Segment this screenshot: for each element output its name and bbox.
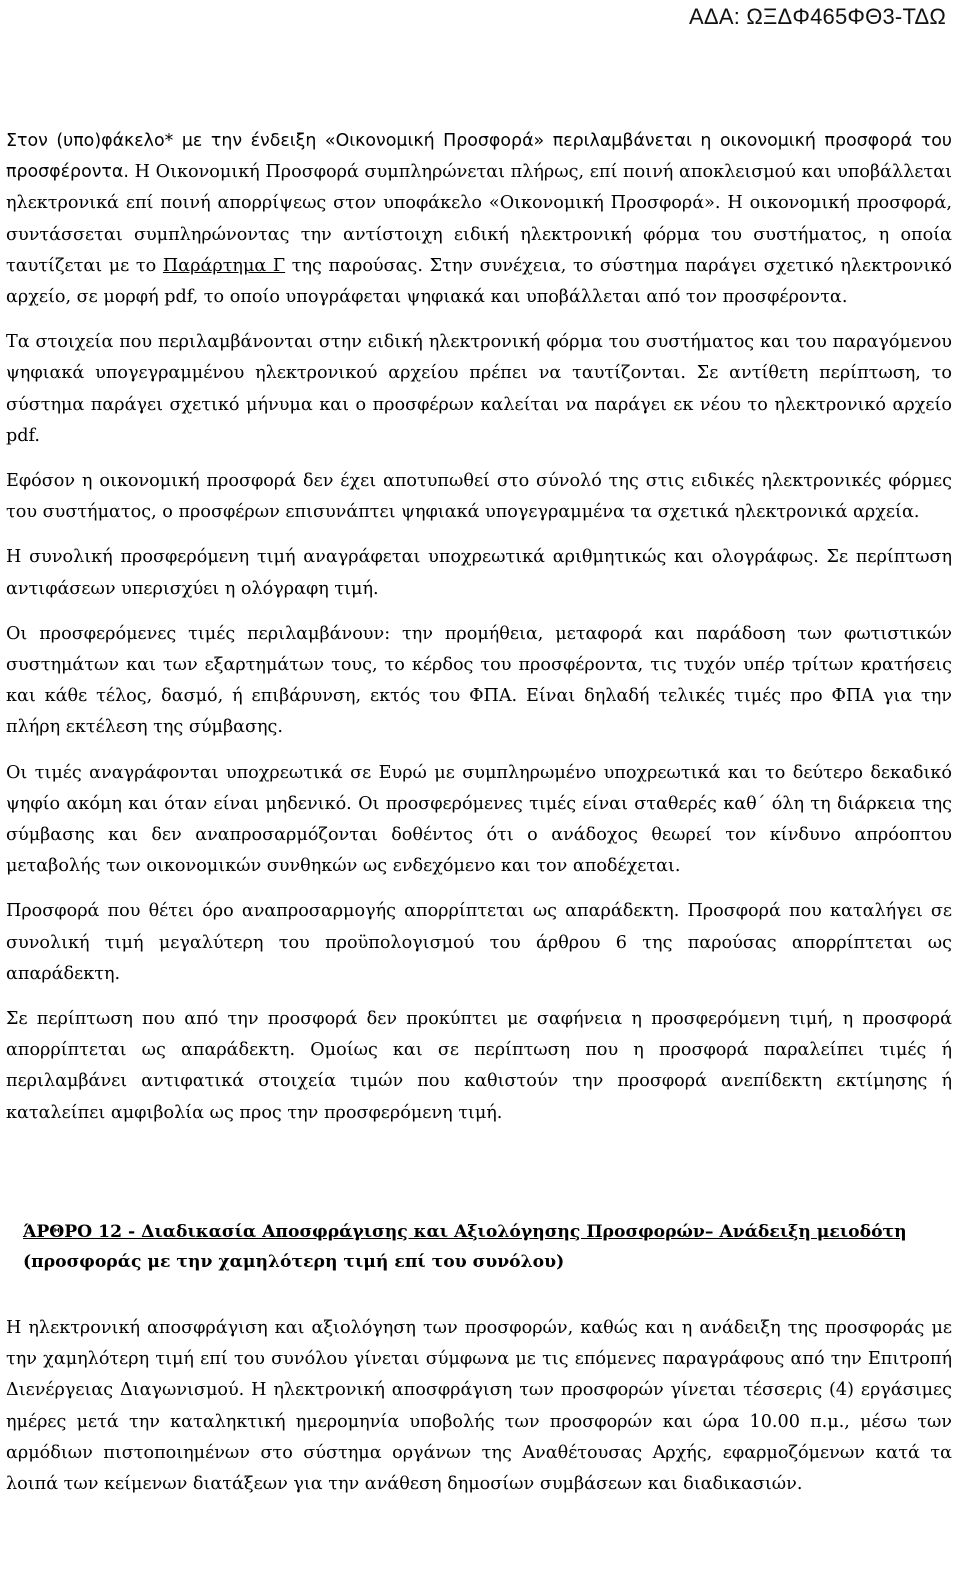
paragraph-total-price: Η συνολική προσφερόμενη τιμή αναγράφεται υποχρεωτικά αριθμητικώς και ολογράφως. Σε περίπτωση αντιφάσεων υπερισχύει η ολόγραφη τιμή.	[6, 547, 952, 599]
article-12-heading	[23, 1217, 907, 1277]
paragraph-euro-prices: Οι τιμές αναγράφονται υποχρεωτικά σε Ευρώ με συμπληρωμένο υποχρεωτικά και το δεύτερο δεκαδικό ψηφίο ακόμη και όταν είναι μηδενικό. Οι προσφερόμενες τιμές είναι σταθερές καθ΄ όλη τη διάρκεια της σύμβασης και δεν αναπροσαρμόζονται δοθέντος ότι ο ανάδοχος θεωρεί τον κίνδυνο απρόοπτου μεταβολής των οικονομικών συνθηκών ως ενδεχόμενο και τον αποδέχεται.	[6, 762, 952, 877]
paragraph-sans-lead: Στον (υπο)φάκελο* με την ένδειξη «Οικονομική Προσφορά» περιλαμβάνεται η οικονομική προσφορά του προσφέροντα.	[6, 131, 952, 183]
paragraph-serif-tail: της παρούσας. Στην συνέχεια, το σύστημα παράγει σχετικό ηλεκτρονικό αρχείο, σε μορφή pdf, το οποίο υπογράφεται ψηφιακά και υποβάλλεται από τον προσφέροντα.	[6, 255, 952, 308]
document-body	[6, 126, 952, 1514]
article-12-subtitle: (προσφοράς με την χαμηλότερη τιμή επί του συνόλου)	[23, 1251, 565, 1272]
paragraph-serif-body: Η Οικονομική Προσφορά συμπληρώνεται πλήρως, επί ποινή αποκλεισμού και υποβάλλεται ηλεκτρονικά επί ποινή απορρίψεως στον υποφάκελο «Οικονομική Προσφορά». Η οικονομική προσφορά, συντάσσεται συμπληρώνοντας την αντίστοιχη ειδική ηλεκτρονική φόρμα του συστήματος, η οποία ταυτίζεται με το	[6, 162, 952, 276]
ada-code: ΑΔΑ: ΩΞΔΦ465ΦΘ3-ΤΔΩ	[689, 4, 946, 29]
paragraph-price-inclusions: Οι προσφερόμενες τιμές περιλαμβάνουν: την προμήθεια, μεταφορά και παράδοση των φωτιστικών συστημάτων και των εξαρτημάτων τους, το κέρδος του προσφέροντα, τις τυχόν υπέρ τρίτων κρατήσεις και κάθε τέλος, δασμό, ή επιβάρυνση, εκτός του ΦΠΑ. Είναι δηλαδή τελικές τιμές προ ΦΠΑ για την πλήρη εκτέλεση της σύμβασης.	[6, 623, 952, 738]
paragraph-form-consistency: Τα στοιχεία που περιλαμβάνονται στην ειδική ηλεκτρονική φόρμα του συστήματος και του παραγόμενου ψηφιακά υπογεγραμμένου ηλεκτρονικού αρχείου πρέπει να ταυτίζονται. Σε αντίθετη περίπτωση, το σύστημα παράγει σχετικό μήνυμα και ο προσφέρων καλείται να παράγει εκ νέου το ηλεκτρονικό αρχείο pdf.	[6, 332, 952, 446]
paragraph-attached-files: Εφόσον η οικονομική προσφορά δεν έχει αποτυπωθεί στο σύνολό της στις ειδικές ηλεκτρονικές φόρμες του συστήματος, ο προσφέρων επισυνάπτει ψηφιακά υπογεγραμμένα τα σχετικά ηλεκτρονικά αρχεία.	[6, 471, 952, 523]
article-12-title: ΆΡΘΡΟ 12 - Διαδικασία Αποσφράγισης και Αξιολόγησης Προσφορών– Ανάδειξη μειοδότη	[23, 1221, 907, 1242]
paragraph-rejection-adjustment: Προσφορά που θέτει όρο αναπροσαρμογής απορρίπτεται ως απαράδεκτη. Προσφορά που καταλήγει σε συνολική τιμή μεγαλύτερη του προϋπολογισμού του άρθρου 6 της παρούσας απορρίπτεται ως απαράδεκτη.	[6, 901, 952, 984]
annex-c-reference: Παράρτημα Γ	[162, 255, 286, 276]
paragraph-electronic-unsealing: Η ηλεκτρονική αποσφράγιση και αξιολόγηση των προσφορών, καθώς και η ανάδειξη της προσφοράς με την χαμηλότερη τιμή επί του συνόλου γίνεται σύμφωνα με τις επόμενες παραγράφους από την Επιτροπή Διενέργειας Διαγωνισμού. Η ηλεκτρονική αποσφράγιση των προσφορών γίνεται τέσσερις (4) εργάσιμες ημέρες μετά την καταληκτική ημερομηνία υποβολής των προσφορών και ώρα 10.00 π.μ., μέσω των αρμόδιων πιστοποιημένων στο σύστημα οργάνων της Αναθέτουσας Αρχής, εφαρμοζόμενων κατά τα λοιπά των κείμενων διατάξεων για την ανάθεση δημοσίων συμβάσεων και διαδικασιών.	[6, 1317, 952, 1494]
paragraph-rejection-unclear: Σε περίπτωση που από την προσφορά δεν προκύπτει με σαφήνεια η προσφερόμενη τιμή, η προσφορά απορρίπτεται ως απαράδεκτη. Ομοίως και σε περίπτωση που η προσφορά παραλείπει τιμές ή περιλαμβάνει αντιφατικά στοιχεία τιμών που καθιστούν την προσφορά ανεπίδεκτη εκτίμησης ή καταλείπει αμφιβολία ως προς την προσφερόμενη τιμή.	[6, 1009, 952, 1123]
paragraph-financial-offer-envelope	[6, 126, 952, 313]
